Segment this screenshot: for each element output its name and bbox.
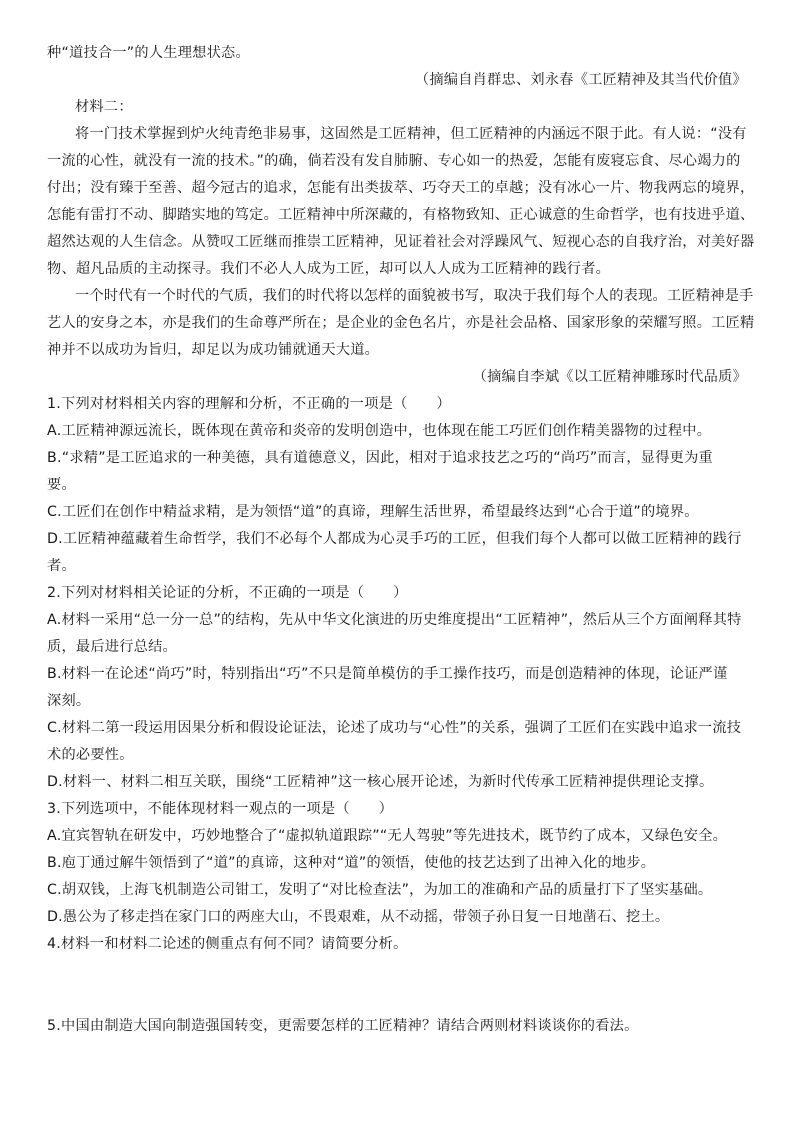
question-4 <box>47 931 747 958</box>
paragraph-line: 物、超凡品质的主动探寻。我们不必人人成为工匠，却可以人人成为工匠精神的践行者。 <box>47 261 611 277</box>
option-c: C.胡双钱，上海飞机制造公司钳工，发明了“对比检查法”，为加工的准确和产品的质量打下了坚实基础。 <box>47 882 713 898</box>
answer-space <box>47 958 747 1013</box>
option-d: D.材料一、材料二相互关联，围绕“工匠精神”这一核心展开论述，为新时代传承工匠精神提供理论支撑。 <box>47 774 714 790</box>
paragraph-line: 艺人的安身之本，亦是我们的生命尊严所在；是企业的金色名片，亦是社会品格、国家形象的荣耀写照。工匠精 <box>47 315 755 331</box>
option-a: A.宜宾智轨在研发中，巧妙地整合了“虚拟轨道跟踪”“无人驾驶”等先进技术，既节约了成本，又绿色安全。 <box>47 828 728 844</box>
question-2 <box>47 580 747 796</box>
material2-paragraph-1 <box>47 121 755 283</box>
option-d-cont: 者。 <box>47 558 76 574</box>
question-stem: 5.中国由制造大国向制造强国转变，更需要怎样的工匠精神？请结合两则材料谈谈你的看法。 <box>47 1018 639 1034</box>
source-citation-2: （摘编自李斌《以工匠精神雕琢时代品质》 <box>472 369 747 385</box>
paragraph-line: 将一门技术掌握到炉火纯青绝非易事，这固然是工匠精神，但工匠精神的内涵远不限于此。有人说：“没有 <box>75 126 747 142</box>
option-a: A.材料一采用“总一分一总”的结构，先从中华文化演进的历史维度提出“工匠精神”，然后从三个方面阐释其特 <box>47 612 742 628</box>
question-stem: 2.下列对材料相关论证的分析，不正确的一项是（ ） <box>47 585 408 601</box>
paragraph-line: 一个时代有一个时代的气质，我们的时代将以怎样的面貌被书写，取决于我们每个人的表现。工匠精神是手 <box>75 288 754 304</box>
source-citation-1: （摘编自肖群忠、刘永春《工匠精神及其当代价值》 <box>414 72 747 88</box>
paragraph-line: 神并不以成功为旨归，却足以为成功铺就通天大道。 <box>47 342 380 358</box>
option-c-cont: 术的必要性。 <box>47 747 134 763</box>
question-1 <box>47 391 747 580</box>
question-3 <box>47 796 747 931</box>
paragraph-line: 付出；没有臻于至善、超今冠古的追求，怎能有出类拔萃、巧夺天工的卓越；没有冰心一片、物我两忘的境界， <box>47 180 755 196</box>
option-b: B.庖丁通过解牛领悟到了“道”的真谛，这种对“道”的领悟，使他的技艺达到了出神入化的地步。 <box>47 855 656 871</box>
question-5 <box>47 1013 747 1040</box>
material1-tail: 种“道技合一”的人生理想状态。 <box>47 45 250 61</box>
option-c: C.工匠们在创作中精益求精，是为领悟“道”的真谛，理解生活世界，希望最终达到“心合于道”的境界。 <box>47 504 699 520</box>
paragraph-line: 超然达观的人生信念。从赞叹工匠继而推崇工匠精神，见证着社会对浮躁风气、短视心态的自我疗治，对美好器 <box>47 234 755 250</box>
question-stem: 4.材料一和材料二论述的侧重点有何不同？请简要分析。 <box>47 936 408 952</box>
paragraph-line: 一流的心性，就没有一流的技术。”的确，倘若没有发自肺腑、专心如一的热爱，怎能有废寝忘食、尽心竭力的 <box>47 153 741 169</box>
option-b: B.材料一在论述“尚巧”时，特别指出“巧”不只是简单模仿的手工操作技巧，而是创造精神的体现，论证严谨 <box>47 666 728 682</box>
material2-heading: 材料二： <box>75 99 133 115</box>
option-d: D.愚公为了移走挡在家门口的两座大山，不畏艰难，从不动摇，带领子孙日复一日地凿石、挖土。 <box>47 909 670 925</box>
question-stem: 3.下列选项中，不能体现材料一观点的一项是（ ） <box>47 801 394 817</box>
option-a: A.工匠精神源远流长，既体现在黄帝和炎帝的发明创造中，也体现在能工巧匠们创作精美器物的过程中。 <box>47 423 712 439</box>
option-b: B.“求精”是工匠追求的一种美德，具有道德意义，因此，相对于追求技艺之巧的“尚巧”而言，显得更为重 <box>47 450 713 466</box>
exam-page <box>47 40 755 1040</box>
option-d: D.工匠精神蕴藏着生命哲学，我们不必每个人都成为心灵手巧的工匠，但我们每个人都可以做工匠精神的践行 <box>47 531 742 547</box>
option-b-cont: 要。 <box>47 477 76 493</box>
material2-paragraph-2 <box>47 283 755 364</box>
option-a-cont: 质，最后进行总结。 <box>47 639 177 655</box>
option-b-cont: 深刻。 <box>47 693 91 709</box>
option-c: C.材料二第一段运用因果分析和假设论证法，论述了成功与“心性”的关系，强调了工匠们在实践中追求一流技 <box>47 720 742 736</box>
paragraph-line: 怎能有雷打不动、脚踏实地的笃定。工匠精神中所深藏的，有格物致知、正心诚意的生命哲学，也有技进乎道、 <box>47 207 755 223</box>
question-stem: 1.下列对材料相关内容的理解和分析，不正确的一项是（ ） <box>47 396 451 412</box>
